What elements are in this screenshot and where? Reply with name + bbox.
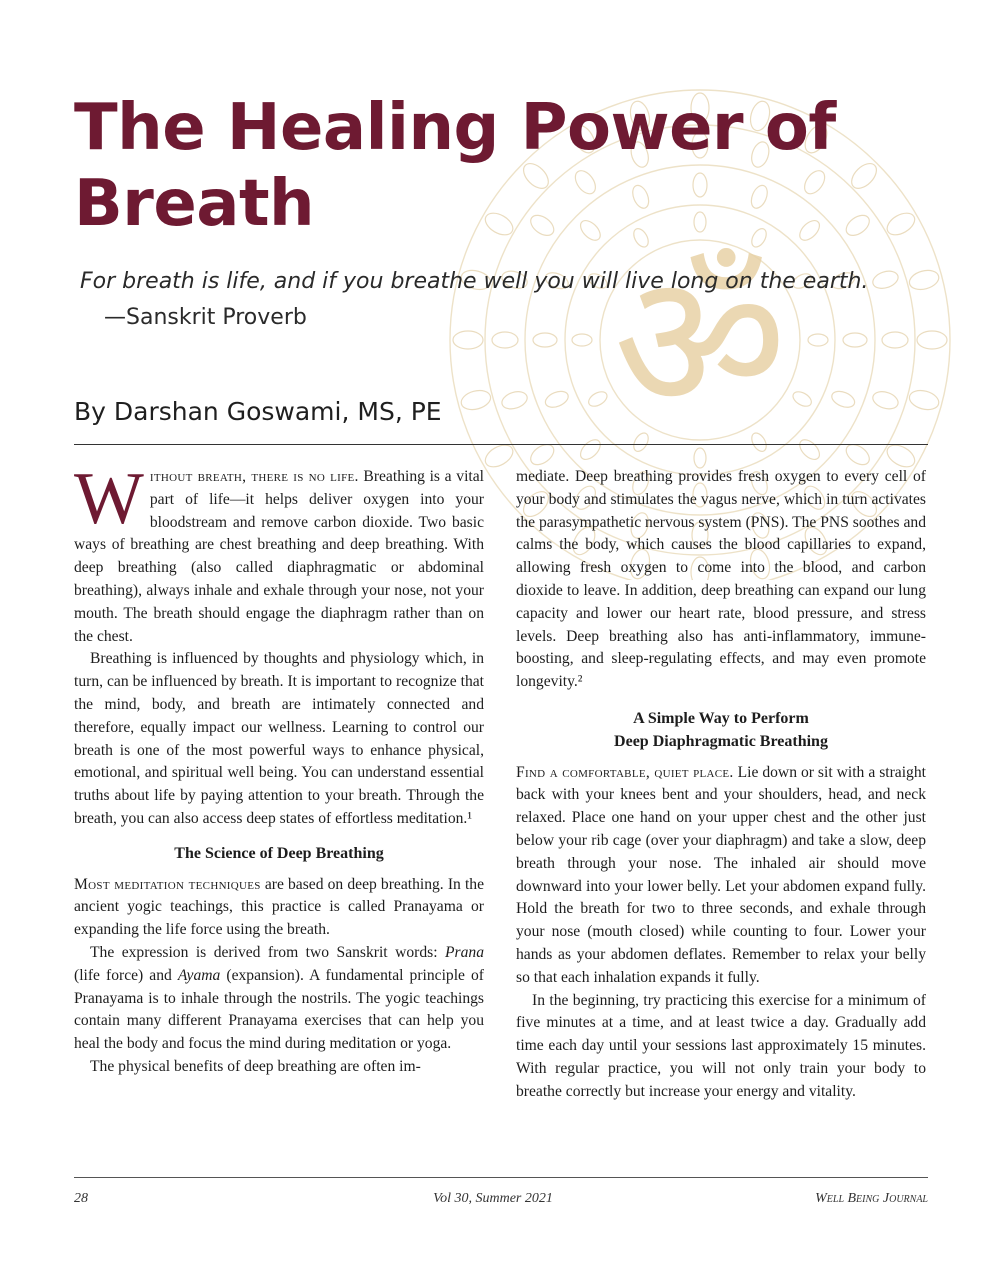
intro-lead: ithout breath, there is no life. (149, 468, 359, 485)
paragraph: mediate. Deep breathing provides fresh oxygen to every cell of your body and stimulates the vagus nerve, which in turn activates the parasympathetic nervous system (PNS). The PNS soothes and calms the body, which causes the blood capillaries to expand, allowing fresh oxygen to come into the blood, and carbon dioxide to leave. In addition, deep breathing can expand our lung capacity and lower our heart rate, blood pressure, and stress levels. Deep breathing also has anti-inflammatory, immune-boosting, and sleep-regulating effects, and may even promote longevity.² (516, 468, 926, 691)
paragraph: In the beginning, try practicing this exercise for a minimum of five minutes at a time, and at least twice a day. Gradually add time each day until your sessions last approximately 15 minutes. With regular practice, you will not only train your body to breathe correctly but increase your energy and vitality. (516, 991, 926, 1100)
epigraph-attribution: —Sanskrit Proverb (104, 305, 307, 330)
right-column (516, 466, 926, 1104)
paragraph: Find a comfortable, quiet place. Lie down or sit with a straight back with your knees bent and your shoulders, head, and neck relaxed. Place one hand on your upper chest and the other just below your rib cage (over your diaphragm) and take a slow, deep breath through your nose. The inhaled air should move downward into your lower belly. Let your abdomen expand fully. Hold the breath for two to three seconds, and exhale through your nose (mouth closed) while counting to four. Lower your hands as your abdomen deflates. Remember to relax your belly so that each inhalation expands it fully. (516, 763, 926, 986)
header-divider (74, 444, 928, 445)
paragraph-lead: Find a comfortable, quiet place. (516, 763, 734, 781)
left-column (74, 458, 485, 1079)
paragraph: The physical benefits of deep breathing are often im- (90, 1057, 421, 1075)
article-title: The Healing Power of Breath (74, 91, 836, 241)
paragraph-lead: Most meditation techniques (74, 875, 261, 893)
intro-paragraph: Without breath, there is no life. Breathing is a vital part of life—it helps deliver oxygen into your bloodstream and remove carbon dioxide. Two basic ways of breathing are chest breathing and deep breathing. With deep breathing (also called diaphragmatic or abdominal breathing), always inhale and exhale through your nose, not your mouth. The breath should engage the diaphragm rather than on the chest. (74, 458, 485, 645)
om-symbol: ॐ (613, 232, 787, 453)
page-number: 28 (74, 1191, 88, 1206)
paragraph: The expression is derived from two Sanskrit words: Prana (life force) and Ayama (expansion). A fundamental principle of Pranayama is to inhale through the nostrils. The yogic teachings contain many different Pranayama exercises that can help you heal the body and focus the mind during meditation or yoga. (74, 943, 484, 1053)
paragraph: Breathing is influenced by thoughts and physiology which, in turn, can be influenced by breath. It is important to recognize that the mind, body, and breath are intimately connected and therefore, equally impact our wellness. Learning to control our breath is one of the most powerful ways to enhance physical, emotional, and spiritual well being. You can understand essential truths about life by paying attention to your breath. Through the breath, you can also access deep states of effortless meditation.¹ (74, 650, 484, 827)
footer-divider (74, 1177, 928, 1178)
epigraph: For breath is life, and if you breathe well you will live long on the earth. (80, 269, 869, 294)
paragraph: Most meditation techniques are based on deep breathing. In the ancient yogic teachings, this practice is called Pranayama or expanding the life force using the breath. (74, 875, 485, 939)
publication-name: Well Being Journal (815, 1191, 928, 1206)
issue-info: Vol 30, Summer 2021 (433, 1191, 553, 1206)
drop-cap: W (74, 458, 144, 540)
section-heading: A Simple Way to Perform Deep Diaphragmatic Breathing (614, 709, 828, 750)
section-heading: The Science of Deep Breathing (174, 844, 384, 862)
byline: By Darshan Goswami, MS, PE (74, 397, 442, 426)
